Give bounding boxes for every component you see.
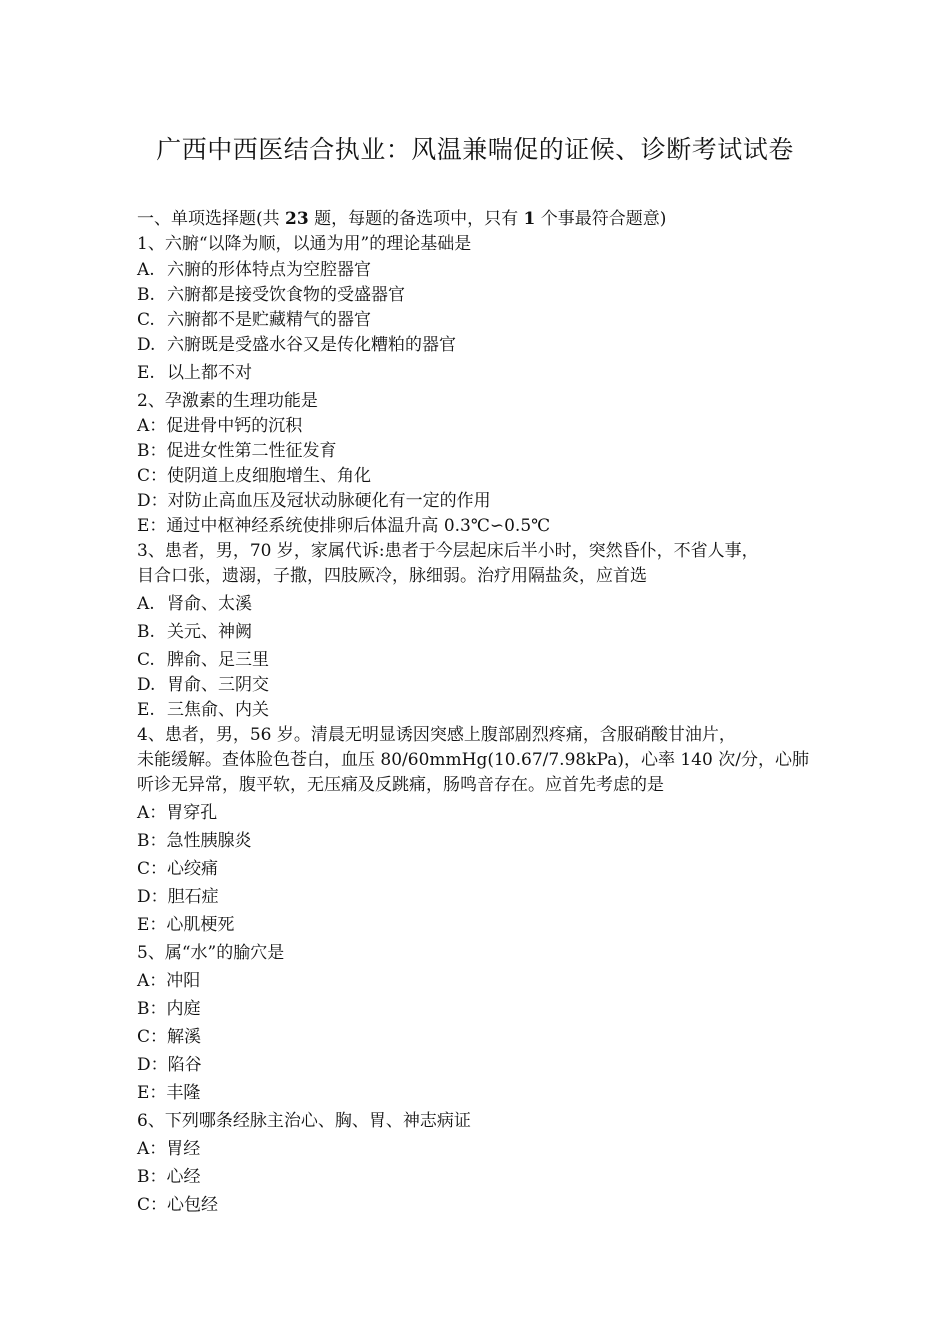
question-3-option-c — [137, 648, 269, 673]
question-2-option-a: A：促进骨中钙的沉积 — [137, 416, 303, 436]
question-3-option-e — [137, 698, 269, 723]
question-5-option-c: C：解溪 — [137, 1027, 202, 1047]
question-4-option-b: B：急性胰腺炎 — [137, 831, 252, 851]
question-6-option-a: A：胃经 — [137, 1139, 201, 1159]
option-label: D. — [137, 335, 156, 355]
question-5-option-e: E：丰隆 — [137, 1083, 201, 1103]
option-label: E. — [137, 700, 155, 720]
question-3-stem-line-2: 目合口张，遗溺，子撒，四肢厥冷，脉细弱。治疗用隔盐灸，应首选 — [137, 566, 647, 586]
question-1-option-c — [137, 308, 371, 333]
question-3-stem-line-1: 3、患者，男，70 岁，家属代诉:患者于今层起床后半小时，突然昏仆，不省人事， — [137, 541, 759, 561]
question-2-option-c: C：使阴道上皮细胞增生、角化 — [137, 466, 372, 486]
option-text: 胃俞、三阴交 — [167, 675, 269, 695]
question-5-option-a: A：冲阳 — [137, 971, 201, 991]
question-1-option-b — [137, 283, 405, 308]
question-4-option-d: D：胆石症 — [137, 887, 219, 907]
option-text: 关元、神阙 — [167, 622, 252, 642]
option-label: E. — [137, 363, 155, 383]
option-label: D. — [137, 675, 156, 695]
question-1-option-e — [137, 361, 252, 386]
section-heading-part: 一、单项选择题(共 — [137, 209, 286, 229]
option-label: B. — [137, 622, 155, 642]
question-4-stem-line-2: 未能缓解。查体脸色苍白，血压 80/60mmHg(10.67/7.98kPa)，心率 140 次/分，心肺 — [137, 750, 809, 770]
section-heading — [137, 207, 666, 232]
question-2-option-d: D：对防止高血压及冠状动脉硬化有一定的作用 — [137, 491, 491, 511]
question-1-stem: 1、六腑“以降为顺，以通为用”的理论基础是 — [137, 234, 472, 254]
section-heading-part: 个事最符合题意) — [535, 209, 667, 229]
question-4-option-e: E：心肌梗死 — [137, 915, 235, 935]
section-heading-part: 题，每题的备选项中，只有 — [308, 209, 524, 229]
question-6-option-b: B：心经 — [137, 1167, 201, 1187]
question-2-stem: 2、孕激素的生理功能是 — [137, 391, 318, 411]
answer-count: 1 — [523, 209, 536, 229]
question-5-stem: 5、属“水”的腧穴是 — [137, 943, 285, 963]
question-3-option-d — [137, 673, 269, 698]
option-label: C. — [137, 650, 155, 670]
option-text: 三焦俞、内关 — [167, 700, 269, 720]
question-6-stem: 6、下列哪条经脉主治心、胸、胃、神志病证 — [137, 1111, 471, 1131]
question-count: 23 — [285, 209, 309, 229]
question-5-option-b: B：内庭 — [137, 999, 201, 1019]
question-5-option-d: D：陷谷 — [137, 1055, 202, 1075]
option-text: 六腑既是受盛水谷又是传化糟粕的器官 — [167, 335, 456, 355]
question-4-option-c: C：心绞痛 — [137, 859, 219, 879]
option-label: B. — [137, 285, 155, 305]
question-1-option-a — [137, 258, 371, 283]
option-text: 六腑都是接受饮食物的受盛器官 — [167, 285, 405, 305]
option-label: A. — [137, 594, 155, 614]
question-4-option-a: A：胃穿孔 — [137, 803, 218, 823]
option-text: 六腑的形体特点为空腔器官 — [167, 260, 371, 280]
question-3-option-b — [137, 620, 252, 645]
option-label: A. — [137, 260, 155, 280]
question-6-option-c: C：心包经 — [137, 1195, 219, 1215]
question-2-option-b: B：促进女性第二性征发育 — [137, 441, 337, 461]
question-1-option-d — [137, 333, 456, 358]
question-4-stem-line-3: 听诊无异常，腹平软，无压痛及反跳痛，肠鸣音存在。应首先考虑的是 — [137, 775, 664, 795]
page-title: 广西中西医结合执业：风温兼喘促的证候、诊断考试试卷 — [156, 135, 794, 164]
option-text: 六腑都不是贮藏精气的器官 — [167, 310, 371, 330]
question-3-option-a — [137, 592, 252, 617]
option-text: 以上都不对 — [167, 363, 252, 383]
question-2-option-e: E：通过中枢神经系统使排卵后体温升高 0.3℃∽0.5℃ — [137, 516, 551, 536]
option-label: C. — [137, 310, 155, 330]
option-text: 肾俞、太溪 — [167, 594, 252, 614]
option-text: 脾俞、足三里 — [167, 650, 269, 670]
question-4-stem-line-1: 4、患者，男，56 岁。清晨无明显诱因突感上腹部剧烈疼痛，含服硝酸甘油片， — [137, 725, 736, 745]
